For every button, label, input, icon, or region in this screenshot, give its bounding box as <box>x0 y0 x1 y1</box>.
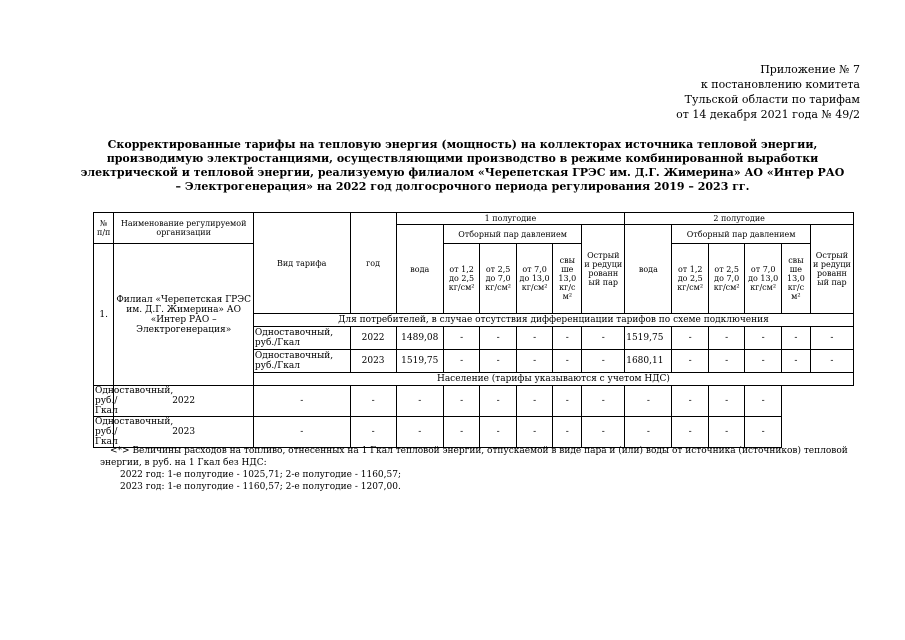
organization-name: Филиал «Черепетская ГРЭС им. Д.Г. Жимерина» АО «Интер РАО – Электрогенерация» <box>114 244 254 386</box>
h2-water-cell: - <box>553 417 582 448</box>
h1-steam3-cell: - <box>516 350 552 373</box>
year-cell: 2023 <box>350 350 396 373</box>
h1-steam1-cell: - <box>443 327 479 350</box>
header-h1-steam1: от 1,2 до 2,5 кг/см² <box>443 244 479 314</box>
h2-acute-cell: - <box>810 350 853 373</box>
h1-water-cell: - <box>253 386 350 417</box>
header-half1: 1 полугодие <box>396 213 625 225</box>
h2-steam3-cell: - <box>745 350 781 373</box>
h2-steam3-cell: - <box>672 417 708 448</box>
h2-steam1-cell: - <box>582 417 625 448</box>
h1-acute-cell: - <box>582 327 625 350</box>
footnote-2023: 2023 год: 1-е полугодие - 1160,57; 2-е полугодие - 1207,00. <box>120 482 401 492</box>
h2-steam4-cell: - <box>708 386 744 417</box>
header-h1-acute: Острый и редуци рованн ый пар <box>582 225 625 314</box>
h2-water-cell: 1680,11 <box>625 350 672 373</box>
h2-steam2-cell: - <box>708 327 744 350</box>
tariff-cell: Одноставочный, руб./Гкал <box>95 417 174 447</box>
year-cell: 2022 <box>114 386 254 417</box>
h2-steam1-cell: - <box>582 386 625 417</box>
h1-water-cell: 1489,08 <box>396 327 443 350</box>
header-h2-steam3: от 7,0 до 13,0 кг/см² <box>745 244 781 314</box>
header-year: год <box>350 213 396 314</box>
appendix-committee: Тульской области по тарифам <box>684 93 860 106</box>
header-org: Наименование регулируемой организации <box>114 213 254 244</box>
h1-steam4-cell: - <box>480 417 516 448</box>
header-h2-steam4: свы ше 13,0 кг/с м² <box>781 244 810 314</box>
h1-acute-cell: - <box>582 350 625 373</box>
table-row <box>94 417 854 448</box>
h1-steam2-cell: - <box>480 327 516 350</box>
h2-steam4-cell: - <box>781 350 810 373</box>
year-cell: 2022 <box>350 327 396 350</box>
appendix-number: Приложение № 7 <box>760 63 860 76</box>
h1-steam2-cell: - <box>396 417 443 448</box>
tariff-cell: Одноставочный, руб./Гкал <box>253 327 350 350</box>
h1-steam1-cell: - <box>350 386 396 417</box>
h1-steam3-cell: - <box>443 386 479 417</box>
h2-steam2-cell: - <box>625 386 672 417</box>
header-h2-steam: Отборный пар давлением <box>672 225 810 244</box>
appendix-date: от 14 декабря 2021 года № 49/2 <box>676 108 860 121</box>
header-h2-acute: Острый и редуци рованн ый пар <box>810 225 853 314</box>
h1-steam3-cell: - <box>443 417 479 448</box>
tariff-cell: Одноставочный, руб./Гкал <box>253 350 350 373</box>
appendix-ref: к постановлению комитета <box>700 78 860 91</box>
h2-water-cell: - <box>553 386 582 417</box>
header-half2: 2 полугодие <box>625 213 854 225</box>
h1-steam1-cell: - <box>350 417 396 448</box>
h2-acute-cell: - <box>810 327 853 350</box>
tariff-table <box>93 212 854 448</box>
h2-steam4-cell: - <box>708 417 744 448</box>
h1-steam4-cell: - <box>553 327 582 350</box>
header-h1-steam4: свы ше 13,0 кг/с м² <box>553 244 582 314</box>
tariff-cell: Одноставочный, руб./Гкал <box>95 386 174 416</box>
document-title: Скорректированные тарифы на тепловую энергия (мощность) на коллекторах источника тепловой энергии, производимую электростанциями, осуществляющими производство в режиме комбинированной выработки электрической и тепловой энергии, реализуемую филиалом «Черепетская ГРЭС им. Д.Г. Жимерина» АО «Интер РАО – Электрогенерация» на 2022 год долгосрочного периода регулирования 2019 – 2023 гг. <box>80 138 845 193</box>
h1-steam3-cell: - <box>516 327 552 350</box>
h2-water-cell: 1519,75 <box>625 327 672 350</box>
footnote-text: <*> Величины расходов на топливо, отнесенных на 1 Гкал тепловой энергии, отпускаемой в виде пара и (или) воды от источника (источников) тепловой энергии, в руб. на 1 Гкал без НДС: <box>100 446 848 468</box>
header-h2-steam2: от 2,5 до 7,0 кг/см² <box>708 244 744 314</box>
header-h1-water: вода <box>396 225 443 314</box>
header-h1-steam2: от 2,5 до 7,0 кг/см² <box>480 244 516 314</box>
h2-steam2-cell: - <box>708 350 744 373</box>
h2-steam2-cell: - <box>625 417 672 448</box>
h2-steam3-cell: - <box>745 327 781 350</box>
h2-acute-cell: - <box>745 386 781 417</box>
header-h1-steam3: от 7,0 до 13,0 кг/см² <box>516 244 552 314</box>
header-h2-steam1: от 1,2 до 2,5 кг/см² <box>672 244 708 314</box>
h2-steam1-cell: - <box>672 327 708 350</box>
row-number: 1. <box>94 244 114 386</box>
h1-steam1-cell: - <box>443 350 479 373</box>
h1-steam4-cell: - <box>553 350 582 373</box>
h1-acute-cell: - <box>516 417 552 448</box>
footnote-2022: 2022 год: 1-е полугодие - 1025,71; 2-е полугодие - 1160,57; <box>120 470 401 480</box>
h2-steam4-cell: - <box>781 327 810 350</box>
h1-steam4-cell: - <box>480 386 516 417</box>
year-cell: 2023 <box>114 417 254 448</box>
header-tariff-type: Вид тарифа <box>253 213 350 314</box>
h2-steam3-cell: - <box>672 386 708 417</box>
header-h1-steam: Отборный пар давлением <box>443 225 581 244</box>
h1-water-cell: - <box>253 417 350 448</box>
section-population: Население (тарифы указываются с учетом НДС) <box>253 373 853 386</box>
h1-steam2-cell: - <box>480 350 516 373</box>
h2-acute-cell: - <box>745 417 781 448</box>
footnote <box>100 445 855 493</box>
section-consumers: Для потребителей, в случае отсутствия дифференциации тарифов по схеме подключения <box>253 314 853 327</box>
h2-steam1-cell: - <box>672 350 708 373</box>
h1-steam2-cell: - <box>396 386 443 417</box>
header-h2-water: вода <box>625 225 672 314</box>
h1-acute-cell: - <box>516 386 552 417</box>
appendix-header <box>676 62 860 122</box>
h1-water-cell: 1519,75 <box>396 350 443 373</box>
table-row <box>94 386 854 417</box>
header-num: № п/п <box>94 213 114 244</box>
